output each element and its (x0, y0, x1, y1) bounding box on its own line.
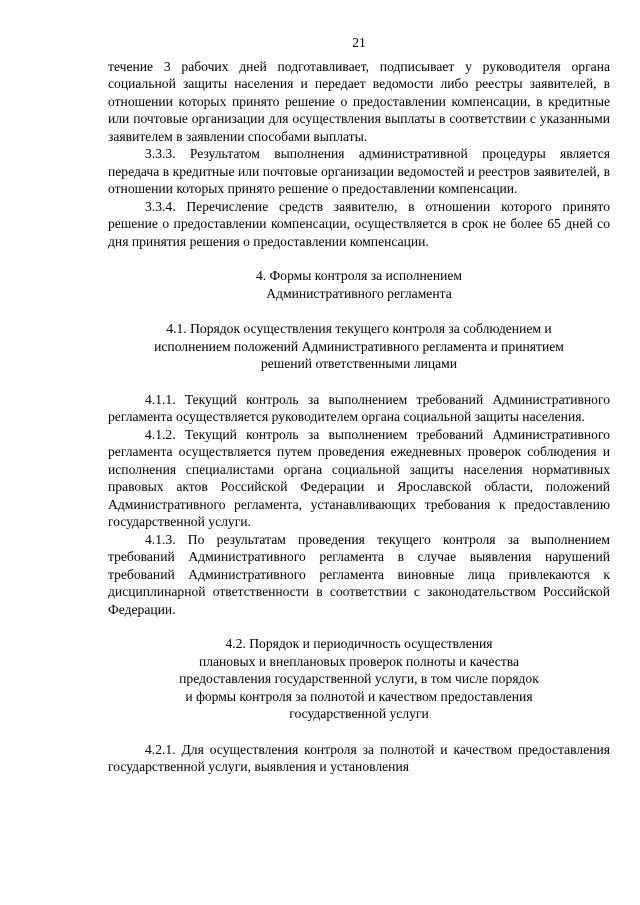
section-4-heading-line: 4. Формы контроля за исполнением (255, 268, 463, 283)
paragraph-3-3-3: 3.3.3. Результатом выполнения административной процедуры является передача в кредитные или почтовые организации ведомостей и реестров заявителей, в отношении которых принято решение о предоставлении компенсации. (108, 146, 610, 196)
document-page (108, 34, 610, 776)
subsection-4-2-heading-line: предоставления государственной услуги, в том числе порядок (179, 671, 539, 686)
subsection-4-2-heading-line: государственной услуги (289, 706, 429, 721)
subsection-4-2-heading-line: 4.2. Порядок и периодичность осуществления (225, 636, 493, 651)
page-number: 21 (352, 35, 366, 50)
paragraph-continuation: течение 3 рабочих дней подготавливает, подписывает у руководителя органа социальной защиты населения и передает ведомости либо реестры заявителей, в отношении которых принято решение о предоставлении компенсации, в кредитные или почтовые организации для осуществления выплаты в соответствии с указанными заявителем в заявлении способами выплаты. (108, 58, 610, 144)
subsection-4-2-heading-line: и формы контроля за полнотой и качеством предоставления (185, 688, 533, 704)
subsection-4-2-heading (108, 635, 610, 723)
subsection-4-1-heading-line: исполнением положений Административного регламента и принятием (154, 338, 564, 354)
subsection-4-1-heading-line: 4.1. Порядок осуществления текущего контроля за соблюдением и (166, 321, 552, 336)
paragraph-4-1-3: 4.1.3. По результатам проведения текущего контроля за выполнением требований Административного регламента в случае выявления нарушений требований Административного регламента виновные лица привлекаются к дисциплинарной ответственности в соответствии с законодательством Российской Федерации. (108, 531, 610, 617)
subsection-4-1-heading-line: решений ответственными лицами (260, 356, 458, 371)
section-4-heading (108, 267, 610, 302)
paragraph-4-1-2: 4.1.2. Текущий контроль за выполнением требований Административного регламента осуществляется путем проведения ежедневных проверок соблюдения и исполнения специалистами органа социальной защиты населения нормативных правовых актов Российской Федерации и Ярославской области, положений Административного регламента, устанавливающих требования к предоставлению государственной услуги. (108, 426, 610, 529)
paragraph-4-2-1: 4.2.1. Для осуществления контроля за полнотой и качеством предоставления государственной услуги, выявления и установления (108, 741, 610, 774)
paragraph-4-1-1: 4.1.1. Текущий контроль за выполнением требований Административного регламента осуществляется руководителем органа социальной защиты населения. (108, 391, 610, 424)
section-4-heading-line: Административного регламента (266, 285, 452, 301)
subsection-4-1-heading (108, 320, 610, 373)
subsection-4-2-heading-line: плановых и внеплановых проверок полноты и качества (198, 653, 520, 669)
paragraph-3-3-4: 3.3.4. Перечисление средств заявителю, в отношении которого принято решение о предоставлении компенсации, осуществляется в срок не более 65 дней со дня принятия решения о предоставлении компенсации. (108, 198, 610, 249)
